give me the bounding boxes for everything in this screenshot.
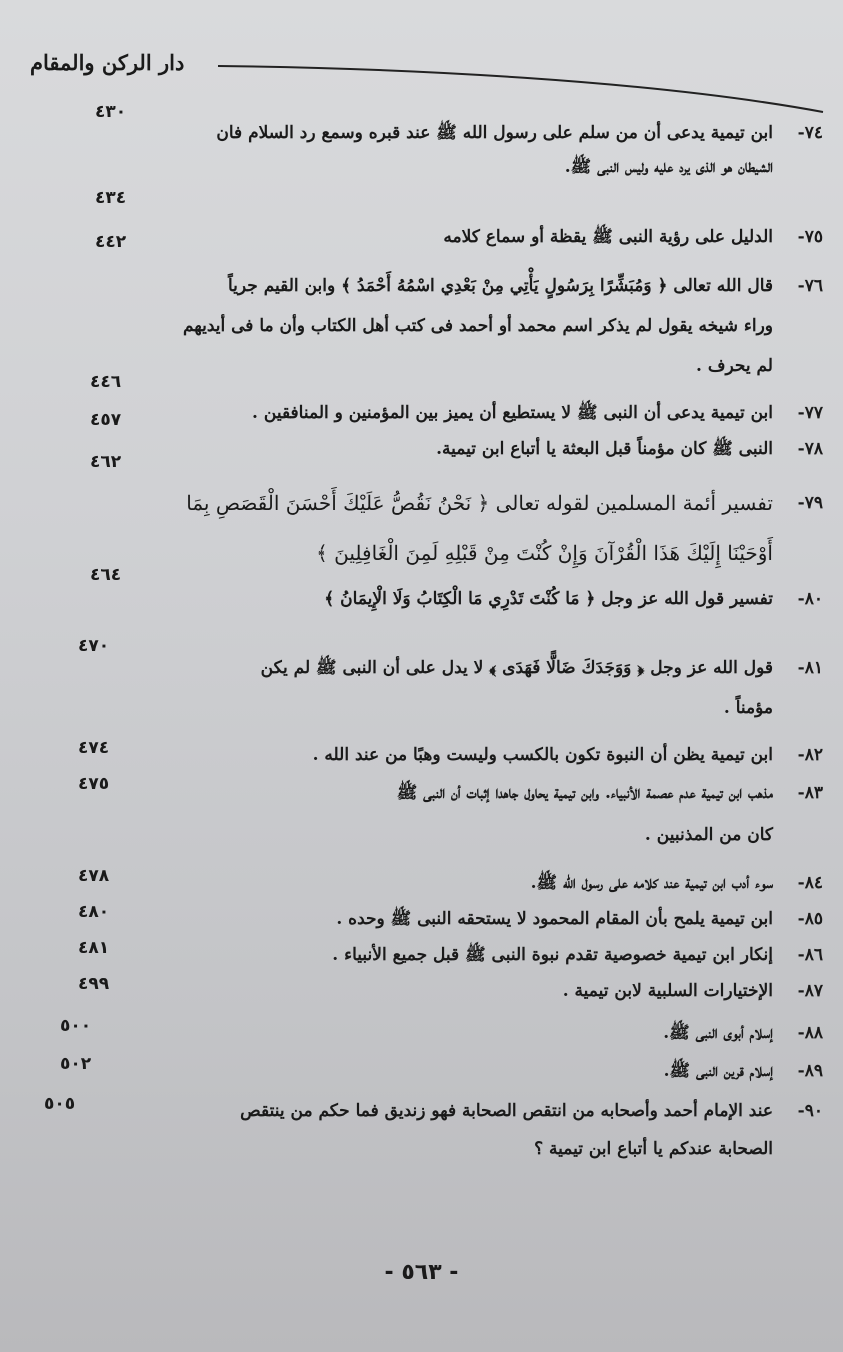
toc-entry-89 bbox=[103, 1054, 823, 1088]
entry-number: ٨٥- bbox=[797, 909, 823, 929]
toc-entry-81 bbox=[103, 648, 823, 728]
running-header-title: دار الركن والمقام bbox=[30, 50, 185, 75]
entry-line: إسلام قرين النبى ﷺ. bbox=[663, 1061, 773, 1081]
entry-number: ٨٤- bbox=[797, 873, 823, 893]
entry-number: ٨١- bbox=[797, 658, 823, 678]
toc-entry-77 bbox=[123, 396, 823, 430]
page-ref: ٤٥٧ bbox=[90, 410, 122, 430]
toc-entry-76 bbox=[123, 266, 823, 386]
entry-number: ٧٨- bbox=[797, 439, 823, 459]
toc-entry-87 bbox=[103, 974, 823, 1008]
entry-number: ٧٤- bbox=[797, 123, 823, 143]
entry-number: ٨٨- bbox=[797, 1023, 823, 1043]
entry-line: إنكار ابن تيمية خصوصية تقدم نبوة النبى ﷺ قبل جميع الأنبياء . bbox=[332, 945, 773, 965]
entry-number: ٨٠- bbox=[797, 589, 823, 609]
entry-number: ٨٩- bbox=[797, 1061, 823, 1081]
entry-line: ابن تيمية يلمح بأن المقام المحمود لا يستحقه النبى ﷺ وحده . bbox=[336, 909, 773, 929]
entry-line: لم يحرف . bbox=[696, 356, 773, 376]
toc-entry-84 bbox=[103, 866, 823, 900]
entry-line: مؤمناً . bbox=[723, 698, 773, 718]
entry-number: ٧٧- bbox=[797, 403, 823, 423]
entry-line: تفسير قول الله عز وجل ﴿ مَا كُنْتَ تَدْرِي مَا الْكِتَابُ وَلَا الْإِيمَانُ ﴾ bbox=[324, 589, 773, 609]
entry-line: أَوْحَيْنَا إِلَيْكَ هَذَا الْقُرْآنَ وَإِنْ كُنْتَ مِنْ قَبْلِهِ لَمِنَ الْغَافِلِينَ ﴾ bbox=[316, 541, 773, 565]
entry-line: قال الله تعالى ﴿ وَمُبَشِّرًا بِرَسُولٍ يَأْتِي مِنْ بَعْدِي اسْمُهُ أَحْمَدُ ﴾ وابن القيم جرياً bbox=[227, 276, 773, 296]
entry-line: ابن تيمية يدعى أن النبى ﷺ لا يستطيع أن يميز بين المؤمنين و المنافقين . bbox=[252, 403, 773, 423]
page-ref: ٤٣٤ bbox=[95, 188, 127, 208]
entry-line: مذهب ابن تيمية عدم عصمة الأنبياء. وابن تيمية يحاول جاهدا إثبات أن النبى ﷺ bbox=[396, 783, 773, 803]
entry-line: كان من المذنبين . bbox=[644, 825, 773, 845]
page-ref: ٤٧٥ bbox=[78, 774, 110, 794]
page-ref: ٤٤٢ bbox=[95, 232, 127, 252]
entry-number: ٧٥- bbox=[797, 227, 823, 247]
toc-entry-86 bbox=[103, 938, 823, 972]
entry-line: سوء أدب ابن تيمية عند كلامه على رسول الله ﷺ. bbox=[530, 873, 773, 893]
entry-line: وراء شيخه يقول لم يذكر اسم محمد أو أحمد فى كتب أهل الكتاب وأن ما فى أيديهم bbox=[182, 316, 773, 336]
entry-line: عند الإمام أحمد وأصحابه من انتقص الصحابة فهو زنديق فما حكم من ينتقص bbox=[240, 1101, 773, 1121]
toc-entry-88 bbox=[103, 1016, 823, 1050]
entry-number: ٨٧- bbox=[797, 981, 823, 1001]
entry-line: الدليل على رؤية النبى ﷺ يقظة أو سماع كلامه bbox=[443, 227, 773, 247]
entry-number: ٧٩- bbox=[797, 493, 823, 513]
entry-line: الشيطان هو الذى يرد عليه وليس النبى ﷺ. bbox=[564, 157, 773, 177]
entry-line: إسلام أبوى النبى ﷺ. bbox=[663, 1023, 773, 1043]
toc-entry-83 bbox=[103, 772, 823, 856]
page-number-footer: - ٥٦٣ - bbox=[384, 1260, 459, 1285]
page-ref: ٤٨٠ bbox=[78, 902, 110, 922]
toc-entry-75 bbox=[123, 220, 823, 254]
toc-entry-85 bbox=[103, 902, 823, 936]
page-ref: ٤٤٦ bbox=[90, 372, 122, 392]
toc-entry-79 bbox=[123, 478, 823, 578]
entry-line: ابن تيمية يظن أن النبوة تكون بالكسب وليست وهبًا من عند الله . bbox=[312, 745, 773, 765]
page-ref: ٤٧٤ bbox=[78, 738, 110, 758]
entry-number: ٧٦- bbox=[797, 276, 823, 296]
page-ref: ٤٧٠ bbox=[78, 636, 110, 656]
entry-line: تفسير أئمة المسلمين لقوله تعالى ﴿ نَحْنُ نَقُصُّ عَلَيْكَ أَحْسَنَ الْقَصَصِ بِمَا bbox=[186, 491, 773, 515]
toc-entry-80 bbox=[123, 582, 823, 616]
entry-line: الصحابة عندكم يا أتباع ابن تيمية ؟ bbox=[534, 1139, 773, 1159]
page-ref: ٤٦٢ bbox=[90, 452, 122, 472]
entry-line: ابن تيمية يدعى أن من سلم على رسول الله ﷺ عند قبره وسمع رد السلام فان bbox=[216, 123, 773, 143]
entry-number: ٨٣- bbox=[797, 783, 823, 803]
page-ref: ٤٦٤ bbox=[90, 565, 122, 585]
page-ref: ٥٠٢ bbox=[60, 1054, 92, 1074]
entry-line: الإختيارات السلبية لابن تيمية . bbox=[562, 981, 773, 1001]
entry-line: قول الله عز وجل ﴿ وَوَجَدَكَ ضَالًّا فَهَدَى ﴾ لا يدل على أن النبى ﷺ لم يكن bbox=[260, 658, 773, 678]
page-ref: ٤٩٩ bbox=[78, 974, 110, 994]
page-ref: ٥٠٠ bbox=[60, 1016, 92, 1036]
page-ref: ٥٠٥ bbox=[44, 1094, 76, 1114]
toc-entry-74 bbox=[123, 116, 823, 184]
toc-entry-90 bbox=[63, 1092, 823, 1168]
page-ref: ٤٨١ bbox=[78, 938, 110, 958]
entry-number: ٨٢- bbox=[797, 745, 823, 765]
toc-entry-78 bbox=[123, 432, 823, 466]
page-ref: ٤٧٨ bbox=[78, 866, 110, 886]
toc-entry-82 bbox=[103, 738, 823, 772]
entry-number: ٨٦- bbox=[797, 945, 823, 965]
page-ref: ٤٣٠ bbox=[95, 102, 127, 122]
entry-line: النبى ﷺ كان مؤمناً قبل البعثة يا أتباع ابن تيمية. bbox=[436, 439, 773, 459]
entry-number: ٩٠- bbox=[797, 1101, 823, 1121]
